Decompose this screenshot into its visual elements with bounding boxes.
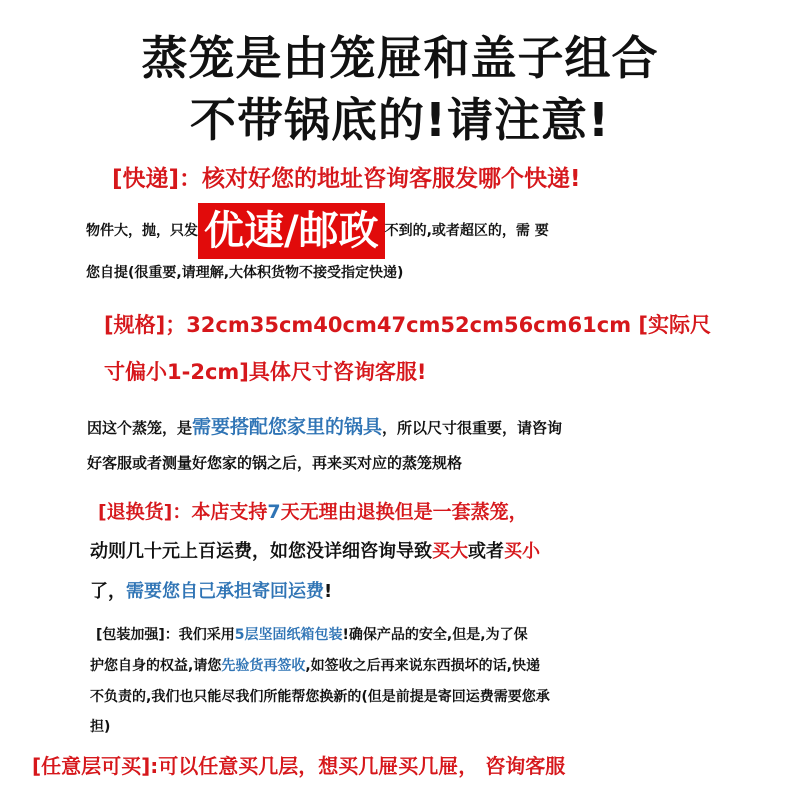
returns-text-d: 了， xyxy=(90,581,126,602)
returns-line-3 xyxy=(90,577,332,603)
packing-line-1 xyxy=(96,624,528,644)
packing-line-3: 不负责的,我们也只能尽我们所能帮您换新的(但是前提是寄回运费需要您承 xyxy=(90,689,550,705)
pot-text-after: ，所以尺寸很重要，请咨询 xyxy=(382,419,563,437)
title-line-1: 蒸笼是由笼屉和盖子组合 xyxy=(141,31,659,85)
spec-line-1: [规格]；32cm35cm40cm47cm52cm56cm61cm [实际尺 xyxy=(104,313,711,337)
packing-text-d: ,如签收之后再来说东西损坏的话,快递 xyxy=(305,658,540,674)
returns-line-1 xyxy=(98,497,528,524)
express-carrier-badge: 优速/邮政 xyxy=(198,203,385,259)
returns-text-c: 动则几十元上百运费，如您没详细咨询导致 xyxy=(90,541,432,562)
express-text-after: 不到的,或者超区的，需 要 xyxy=(384,223,549,239)
packing-text-a: [包装加强]：我们采用 xyxy=(96,627,235,643)
pot-line-2: 好客服或者测量好您家的锅之后，再来买对应的蒸笼规格 xyxy=(87,454,463,472)
returns-text-b: 天无理由退换但是一套蒸笼， xyxy=(280,501,528,523)
packing-highlight-box: 5层坚固纸箱包装 xyxy=(234,627,343,643)
packing-text-b: !确保产品的安全,但是,为了保 xyxy=(342,627,528,643)
returns-too-big: 买大 xyxy=(432,541,468,562)
packing-highlight-check: 先验货再签收 xyxy=(221,658,306,674)
express-line-1 xyxy=(86,203,549,259)
returns-too-small: 买小 xyxy=(504,541,540,562)
spec-line-2: 寸偏小1-2cm]具体尺寸咨询客服! xyxy=(104,360,427,384)
express-text-before: 物件大，抛，只发 xyxy=(86,223,198,239)
packing-line-4: 担) xyxy=(90,719,111,735)
title-line-2: 不带锅底的!请注意! xyxy=(190,93,610,147)
express-heading: [快递]：核对好您的地址咨询客服发哪个快递! xyxy=(112,166,581,192)
pot-highlight: 需要搭配您家里的锅具 xyxy=(192,416,383,438)
packing-text-c: 护您自身的权益,请您 xyxy=(90,658,222,674)
returns-text-a: [退换货]：本店支持 xyxy=(98,501,268,523)
returns-days: 7 xyxy=(267,501,281,523)
layers-note: [任意层可买]:可以任意买几层，想买几屉买几屉， 咨询客服 xyxy=(32,754,566,778)
returns-shipping-note: 需要您自己承担寄回运费 xyxy=(126,581,324,602)
pot-line-1 xyxy=(87,412,562,439)
packing-line-2 xyxy=(90,655,540,675)
returns-end: ! xyxy=(324,581,333,602)
pot-text-before: 因这个蒸笼，是 xyxy=(87,419,193,437)
returns-line-2 xyxy=(90,537,540,563)
express-line-2: 您自提(很重要,请理解,大体积货物不接受指定快递) xyxy=(86,265,404,281)
returns-or: 或者 xyxy=(468,541,504,562)
